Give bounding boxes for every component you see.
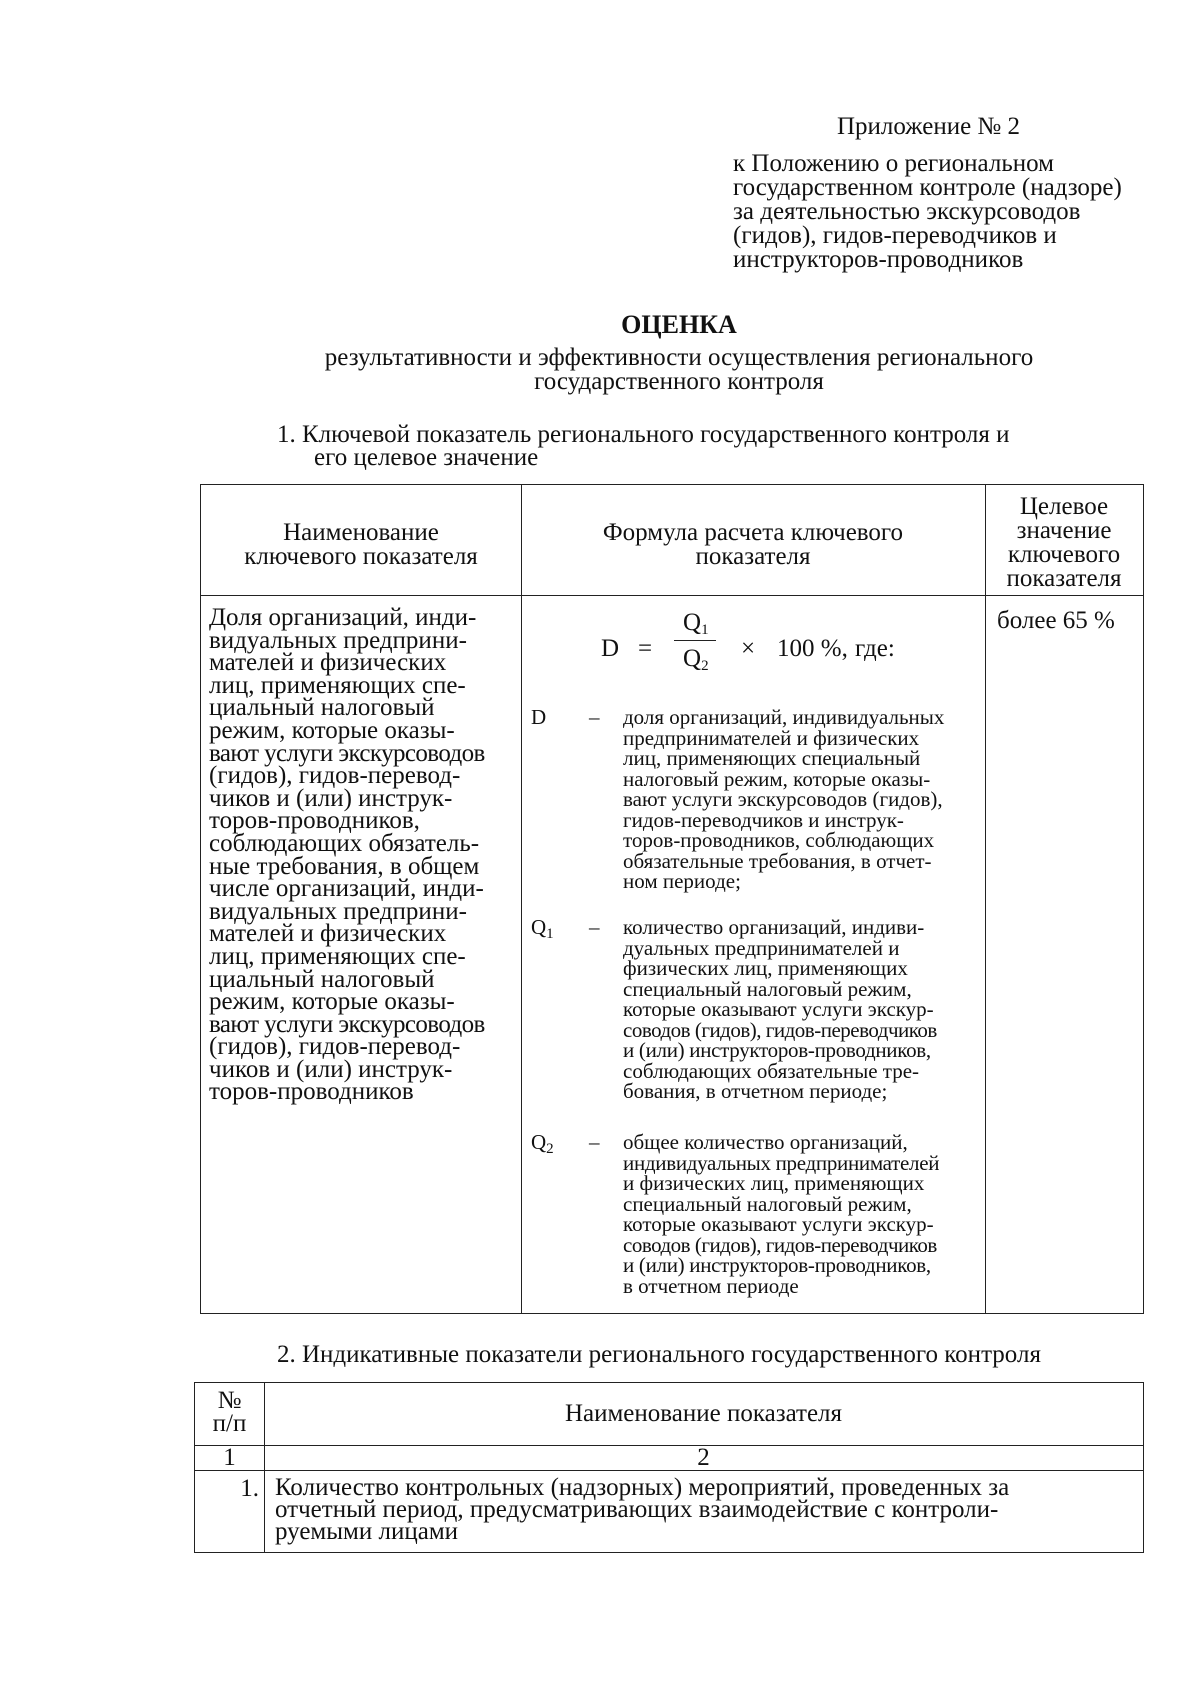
definition-line: соводов (гидов), гидов-переводчиков (623, 1017, 937, 1042)
definition-dash: – (589, 915, 600, 939)
denominator-symbol: Q (683, 645, 702, 672)
header-line: п/п (212, 1410, 247, 1437)
indicator-name-line: вают услуги экскурсоводов (209, 1010, 485, 1038)
formula-where: где: (855, 635, 895, 662)
indicator-name-line: вают услуги экскурсоводов (209, 739, 485, 767)
definition-line: предпринимателей и физических (623, 725, 920, 750)
symbol-subscript: 1 (546, 926, 554, 942)
document-subtitle (200, 346, 1158, 394)
definition-line: лиц, применяющих специальный (623, 746, 921, 770)
header-line: показателя (695, 543, 811, 570)
symbol-text: D (531, 705, 547, 729)
key-indicator-table (200, 484, 1144, 1314)
definition-symbol (531, 707, 571, 735)
indicator-name-line: мателей и физических (209, 649, 447, 677)
column-number-2: 2 (697, 1444, 710, 1471)
symbol-text: Q (531, 1130, 547, 1154)
definition-symbol (531, 917, 571, 945)
table-row-divider (201, 595, 1143, 596)
definition-dash: – (589, 705, 600, 729)
header-row-number (195, 1389, 264, 1435)
indicator-name-line: (гидов), гидов-перевод- (209, 762, 461, 790)
row-text-line: руемыми лицами (275, 1518, 459, 1545)
indicator-name-line: чиков и (или) инструк- (209, 1055, 453, 1083)
target-value-cell: более 65 % (997, 607, 1115, 634)
definition-line: индивидуальных предпринимателей (623, 1150, 940, 1175)
definition-symbol (531, 1132, 571, 1160)
symbol-text: Q (531, 915, 547, 939)
fraction-bar (674, 640, 716, 641)
table-column-divider (521, 485, 522, 1313)
indicator-name-line: мателей и физических (209, 920, 447, 948)
column-number-1: 1 (223, 1444, 236, 1471)
header-indicator-name: Наименование показателя (564, 1400, 843, 1427)
header-line: Формула расчета ключевого (602, 519, 904, 546)
header-line: показателя (1006, 565, 1122, 592)
indicator-name-line: Доля организаций, инди- (209, 604, 477, 631)
denominator-subscript: 2 (701, 658, 709, 674)
appendix-ref-line: к Положению о региональном (733, 150, 1054, 177)
indicator-name-line: (гидов), гидов-перевод- (209, 1033, 461, 1061)
numerator-subscript: 1 (701, 622, 709, 638)
header-line: Наименование (283, 519, 439, 546)
subtitle-line: результативности и эффективности осуществления регионального (324, 344, 1034, 371)
formula-denominator (683, 645, 709, 675)
appendix-ref-line: государственном контроле (надзоре) (733, 174, 1122, 201)
definition-line: соводов (гидов), гидов-переводчиков (623, 1232, 937, 1257)
definition-line: в отчетном периоде (623, 1273, 799, 1298)
row-text-line: отчетный период, предусматривающих взаимодействие с контроли- (275, 1496, 999, 1523)
subtitle-line: государственного контроля (534, 368, 824, 395)
indicator-name-line: видуальных предприни- (209, 626, 467, 654)
definition-line: физических лиц, применяющих (623, 956, 908, 980)
definition-line: бования, в отчетном периоде; (623, 1079, 888, 1103)
definition-line: налоговый режим, которые оказы- (623, 766, 931, 791)
indicator-name-line: ные требования, в общем (209, 852, 480, 880)
indicator-name-line: режим, которые оказы- (209, 716, 455, 744)
definition-line: дуальных предпринимателей и (623, 935, 900, 960)
definition-line: и физических лиц, применяющих (623, 1171, 925, 1195)
header-line: значение (1016, 517, 1112, 544)
indicator-name-line: соблюдающих обязатель- (209, 829, 480, 857)
formula-numerator (683, 609, 709, 639)
definition-line: которые оказывают услуги экскур- (623, 1212, 934, 1236)
table-row-divider (195, 1470, 1143, 1471)
definition-text (623, 1132, 939, 1296)
indicator-name-line: видуальных предприни- (209, 897, 467, 925)
row-text-line: Количество контрольных (надзорных) мероприятий, проведенных за (275, 1474, 1010, 1501)
indicative-indicators-table (194, 1382, 1144, 1553)
section-2-heading: 2. Индикативные показатели регионального государственного контроля (277, 1341, 1041, 1368)
section-1-heading-line: его целевое значение (314, 444, 539, 471)
header-indicator-name (201, 521, 521, 569)
header-target-value (985, 495, 1143, 591)
definition-dash: – (589, 1130, 600, 1154)
table-column-divider (985, 485, 986, 1313)
formula-equals: = (638, 635, 653, 662)
header-line: Целевое (1019, 493, 1109, 520)
formula-percent: 100 %, (777, 635, 848, 662)
indicator-name-line: торов-проводников, (209, 807, 420, 835)
indicator-name-line: лиц, применяющих спе- (209, 942, 466, 970)
symbol-subscript: 2 (546, 1141, 554, 1157)
indicator-name-cell (209, 604, 485, 1106)
definition-line: обязательные требования, в отчет- (623, 848, 932, 873)
definition-line: вают услуги экскурсоводов (гидов), (623, 787, 943, 811)
formula-times: × (741, 635, 756, 662)
header-line: № (217, 1387, 242, 1414)
appendix-ref-line: инструкторов-проводников (733, 246, 1024, 273)
definition-line: торов-проводников, соблюдающих (623, 828, 935, 852)
definition-line: специальный налоговый режим, (623, 1191, 912, 1216)
header-line: ключевого (1007, 541, 1121, 568)
indicator-name-line: числе организаций, инди- (209, 875, 484, 903)
definition-line: гидов-переводчиков и инструк- (623, 807, 904, 832)
indicator-name-line: торов-проводников (209, 1078, 414, 1106)
definition-text (623, 917, 937, 1102)
definition-line: и (или) инструкторов-проводников, (623, 1038, 931, 1062)
numerator-symbol: Q (683, 609, 702, 636)
formula-lhs: D (601, 635, 620, 662)
appendix-reference (733, 152, 1122, 272)
definition-line: соблюдающих обязательные тре- (623, 1058, 920, 1083)
indicator-name-line: лиц, применяющих спе- (209, 671, 466, 699)
definition-line: ном периоде; (623, 869, 741, 893)
appendix-ref-line: за деятельностью экскурсоводов (733, 198, 1081, 225)
definition-line: специальный налоговый режим, (623, 976, 912, 1001)
section-1-heading-line: 1. Ключевой показатель регионального государственного контроля и (277, 421, 1010, 448)
indicator-name-line: циальный налоговый (209, 965, 435, 993)
definition-line: количество организаций, индиви- (623, 915, 925, 939)
indicator-name-line: режим, которые оказы- (209, 988, 455, 1016)
definition-line: которые оказывают услуги экскур- (623, 997, 934, 1021)
indicator-name-line: циальный налоговый (209, 694, 435, 722)
definition-text (623, 707, 944, 892)
document-title: ОЦЕНКА (621, 310, 737, 339)
row-indicator-name (275, 1474, 1010, 1545)
indicator-name-line: чиков и (или) инструк- (209, 784, 453, 812)
row-number: 1. (240, 1475, 259, 1502)
header-line: ключевого показателя (244, 543, 478, 570)
definition-line: доля организаций, индивидуальных (623, 705, 945, 729)
definition-line: общее количество организаций, (623, 1130, 908, 1154)
appendix-title: Приложение № 2 (837, 113, 1021, 140)
appendix-ref-line: (гидов), гидов-переводчиков и (733, 222, 1057, 249)
section-1-heading (277, 423, 1010, 469)
definition-line: и (или) инструкторов-проводников, (623, 1253, 931, 1277)
header-formula (521, 521, 985, 569)
